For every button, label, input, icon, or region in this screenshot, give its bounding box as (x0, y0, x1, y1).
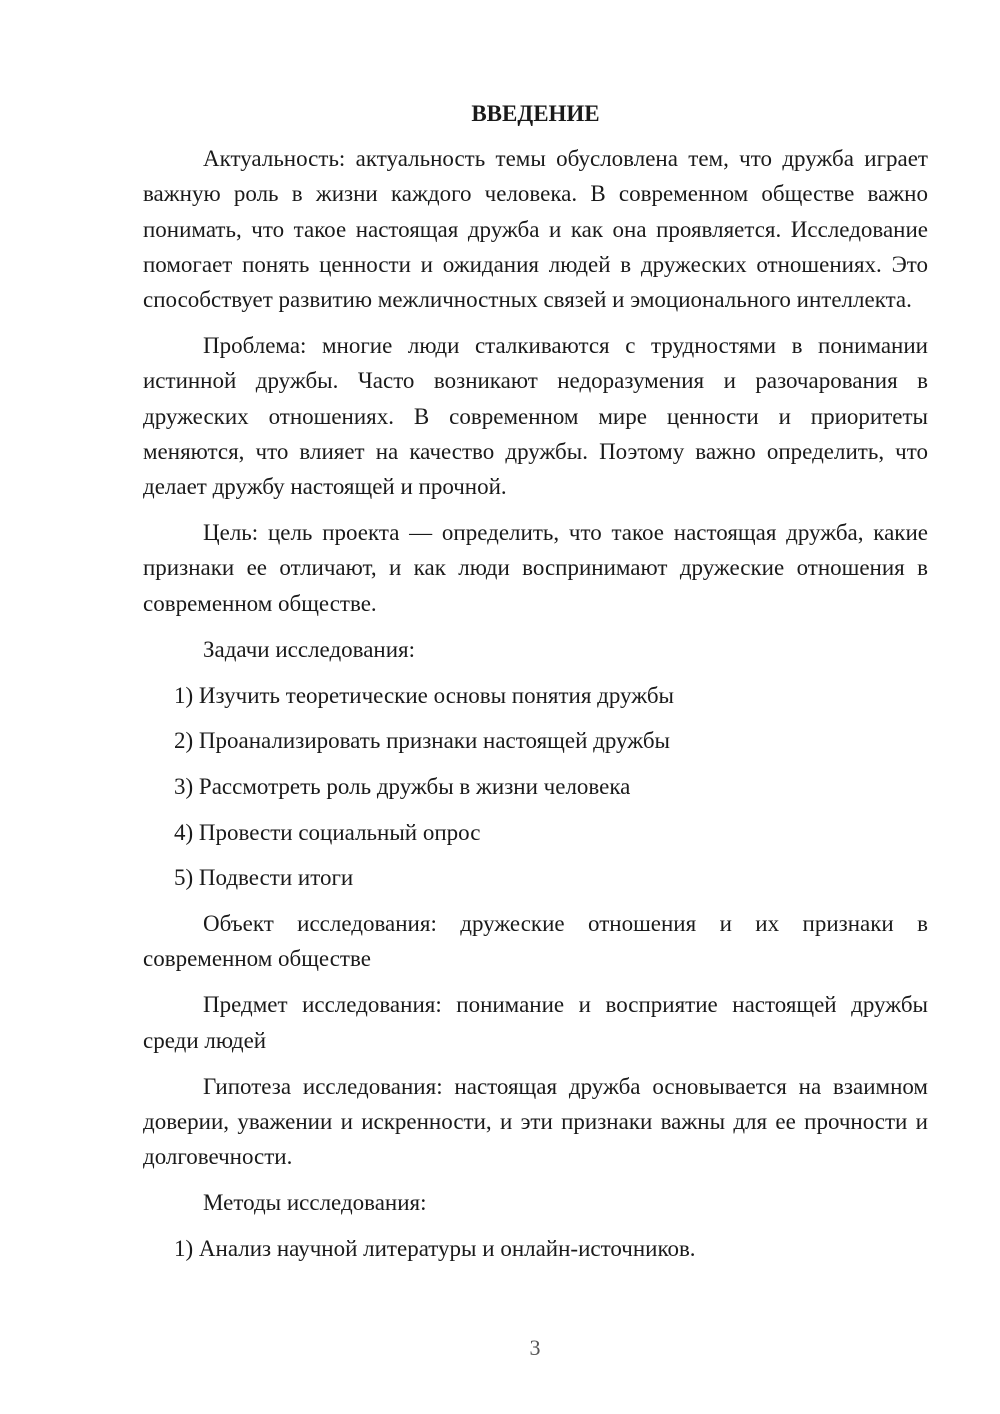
list-item: 3) Рассмотреть роль дружбы в жизни человека (174, 773, 631, 799)
subject-paragraph: Предмет исследования: понимание и восприятие настоящей дружбы среди людей (143, 992, 928, 1053)
list-item: 1) Анализ научной литературы и онлайн-источников. (174, 1236, 696, 1262)
relevance-paragraph: Актуальность: актуальность темы обусловлена тем, что дружба играет важную роль в жизни каждого человека. В современном обществе важно понимать, что такое настоящая дружба и как она проявляется. Исследование помогает понять ценности и ожидания людей в дружеских отношениях. Это способствует развитию межличностных связей и эмоционального интеллекта. (143, 146, 928, 313)
tasks-heading: Задачи исследования: (203, 636, 416, 662)
list-item: 4) Провести социальный опрос (174, 819, 481, 845)
methods-list (143, 1231, 928, 1266)
object-paragraph: Объект исследования: дружеские отношения и их признаки в современном обществе (143, 911, 928, 972)
document-page (143, 96, 928, 1277)
list-item: 5) Подвести итоги (174, 865, 354, 891)
list-item: 2) Проанализировать признаки настоящей дружбы (174, 728, 670, 754)
hypothesis-paragraph: Гипотеза исследования: настоящая дружба основывается на взаимном доверии, уважении и искренности, и эти признаки важны для ее прочности и долговечности. (143, 1073, 928, 1170)
page-number: 3 (529, 1335, 541, 1360)
section-title: ВВЕДЕНИЕ (471, 101, 600, 126)
tasks-list (143, 678, 928, 896)
problem-paragraph: Проблема: многие люди сталкиваются с трудностями в понимании истинной дружбы. Часто возникают недоразумения и разочарования в дружеских отношениях. В современном мире ценности и приоритеты меняются, что влияет на качество дружбы. Поэтому важно определить, что делает дружбу настоящей и прочной. (143, 333, 928, 500)
list-item: 1) Изучить теоретические основы понятия дружбы (174, 682, 674, 708)
methods-heading: Методы исследования: (203, 1190, 427, 1216)
goal-paragraph: Цель: цель проекта — определить, что такое настоящая дружба, какие признаки ее отличают, и как люди воспринимают дружеские отношения в современном обществе. (143, 520, 928, 616)
